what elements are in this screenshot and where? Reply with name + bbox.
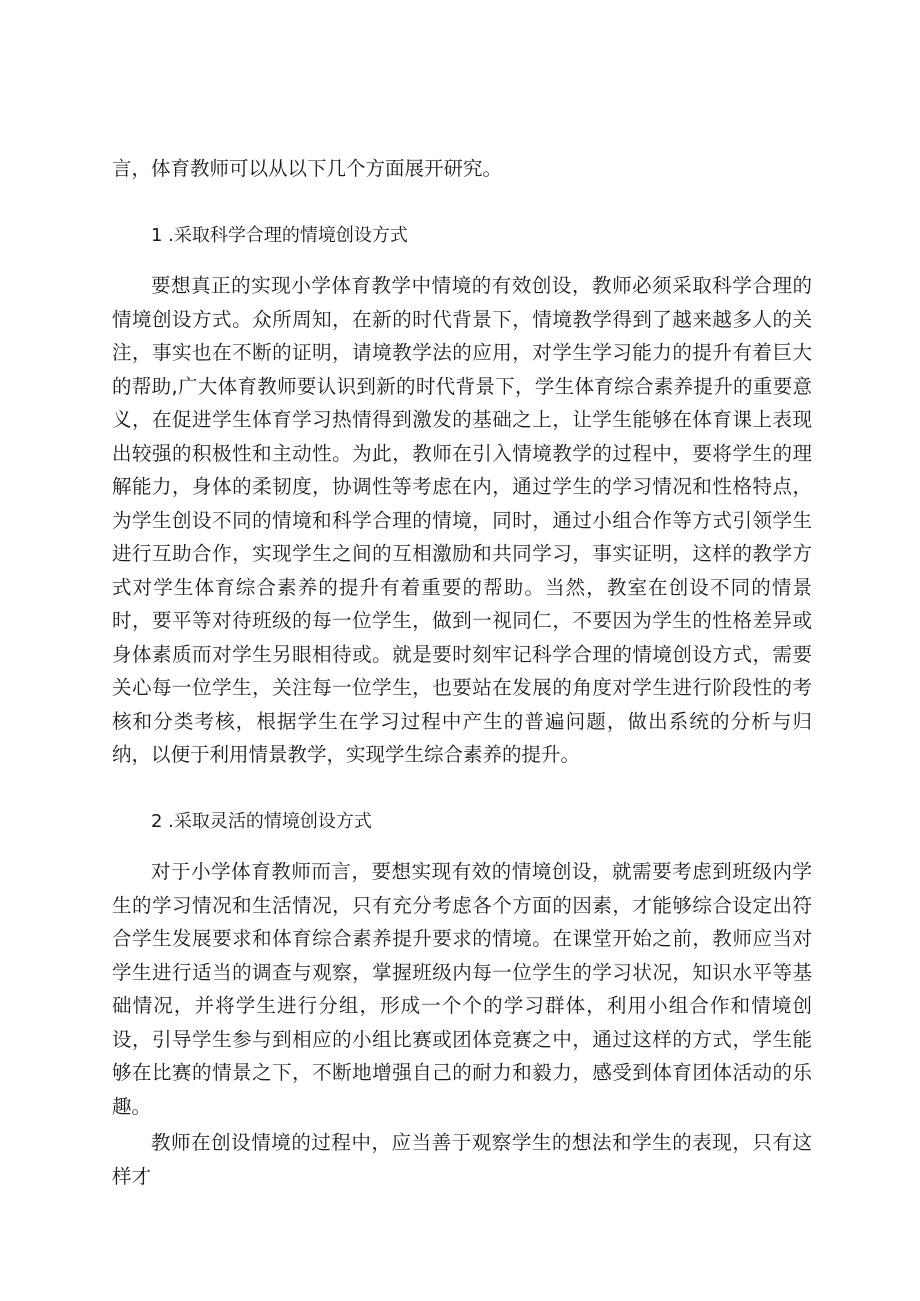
section-1-paragraph: 要想真正的实现小学体育教学中情境的有效创设，教师必须采取科学合理的情境创设方式。众所周知，在新的时代背景下，情境教学得到了越来越多人的关注，事实也在不断的证明，请境教学法的应用，对学生学习能力的提升有着巨大的帮助,广大体育教师要认识到新的时代背景下，学生体育综合素养提升的重要意义，在促进学生体育学习热情得到激发的基础之上，让学生能够在体育课上表现出较强的积极性和主动性。为此，教师在引入情境教学的过程中，要将学生的理解能力，身体的柔韧度，协调性等考虑在内，通过学生的学习情况和性格特点，为学生创设不同的情境和科学合理的情境，同时，通过小组合作等方式引领学生进行互助合作，实现学生之间的互相激励和共同学习，事实证明，这样的教学方式对学生体育综合素养的提升有着重要的帮助。当然，教室在创设不同的情景时，要平等对待班级的每一位学生，做到一视同仁，不要因为学生的性格差异或身体素质而对学生另眼相待或。就是要时刻牢记科学合理的情境创设方式，需要关心每一位学生，关注每一位学生，也要站在发展的角度对学生进行阶段性的考核和分类考核，根据学生在学习过程中产生的普遍问题，做出系统的分析与归纳，以便于利用情景教学，实现学生综合素养的提升。 (112, 274, 812, 766)
section-2-paragraph-2: 教师在创设情境的过程中，应当善于观察学生的想法和学生的表现，只有这样才 (112, 1131, 812, 1188)
section-2-paragraph-1: 对于小学体育教师而言，要想实现有效的情境创设，就需要考虑到班级内学生的学习情况和生活情况，只有充分考虑各个方面的因素，才能够综合设定出符合学生发展要求和体育综合素养提升要求的情境。在课堂开始之前，教师应当对学生进行适当的调查与观察，掌握班级内每一位学生的学习状况，知识水平等基础情况，并将学生进行分组，形成一个个的学习群体，利用小组合作和情境创设，引导学生参与到相应的小组比赛或团体竞赛之中，通过这样的方式，学生能够在比赛的情景之下，不断地增强自己的耐力和毅力，感受到体育团体活动的乐趣。 (112, 860, 812, 1118)
section-2-heading: 2 .采取灵活的情境创设方式 (151, 811, 372, 832)
section-1-heading: 1 .采取科学合理的情境创设方式 (151, 225, 408, 246)
intro-tail-paragraph: 言，体育教师可以从以下几个方面展开研究。 (112, 157, 503, 180)
